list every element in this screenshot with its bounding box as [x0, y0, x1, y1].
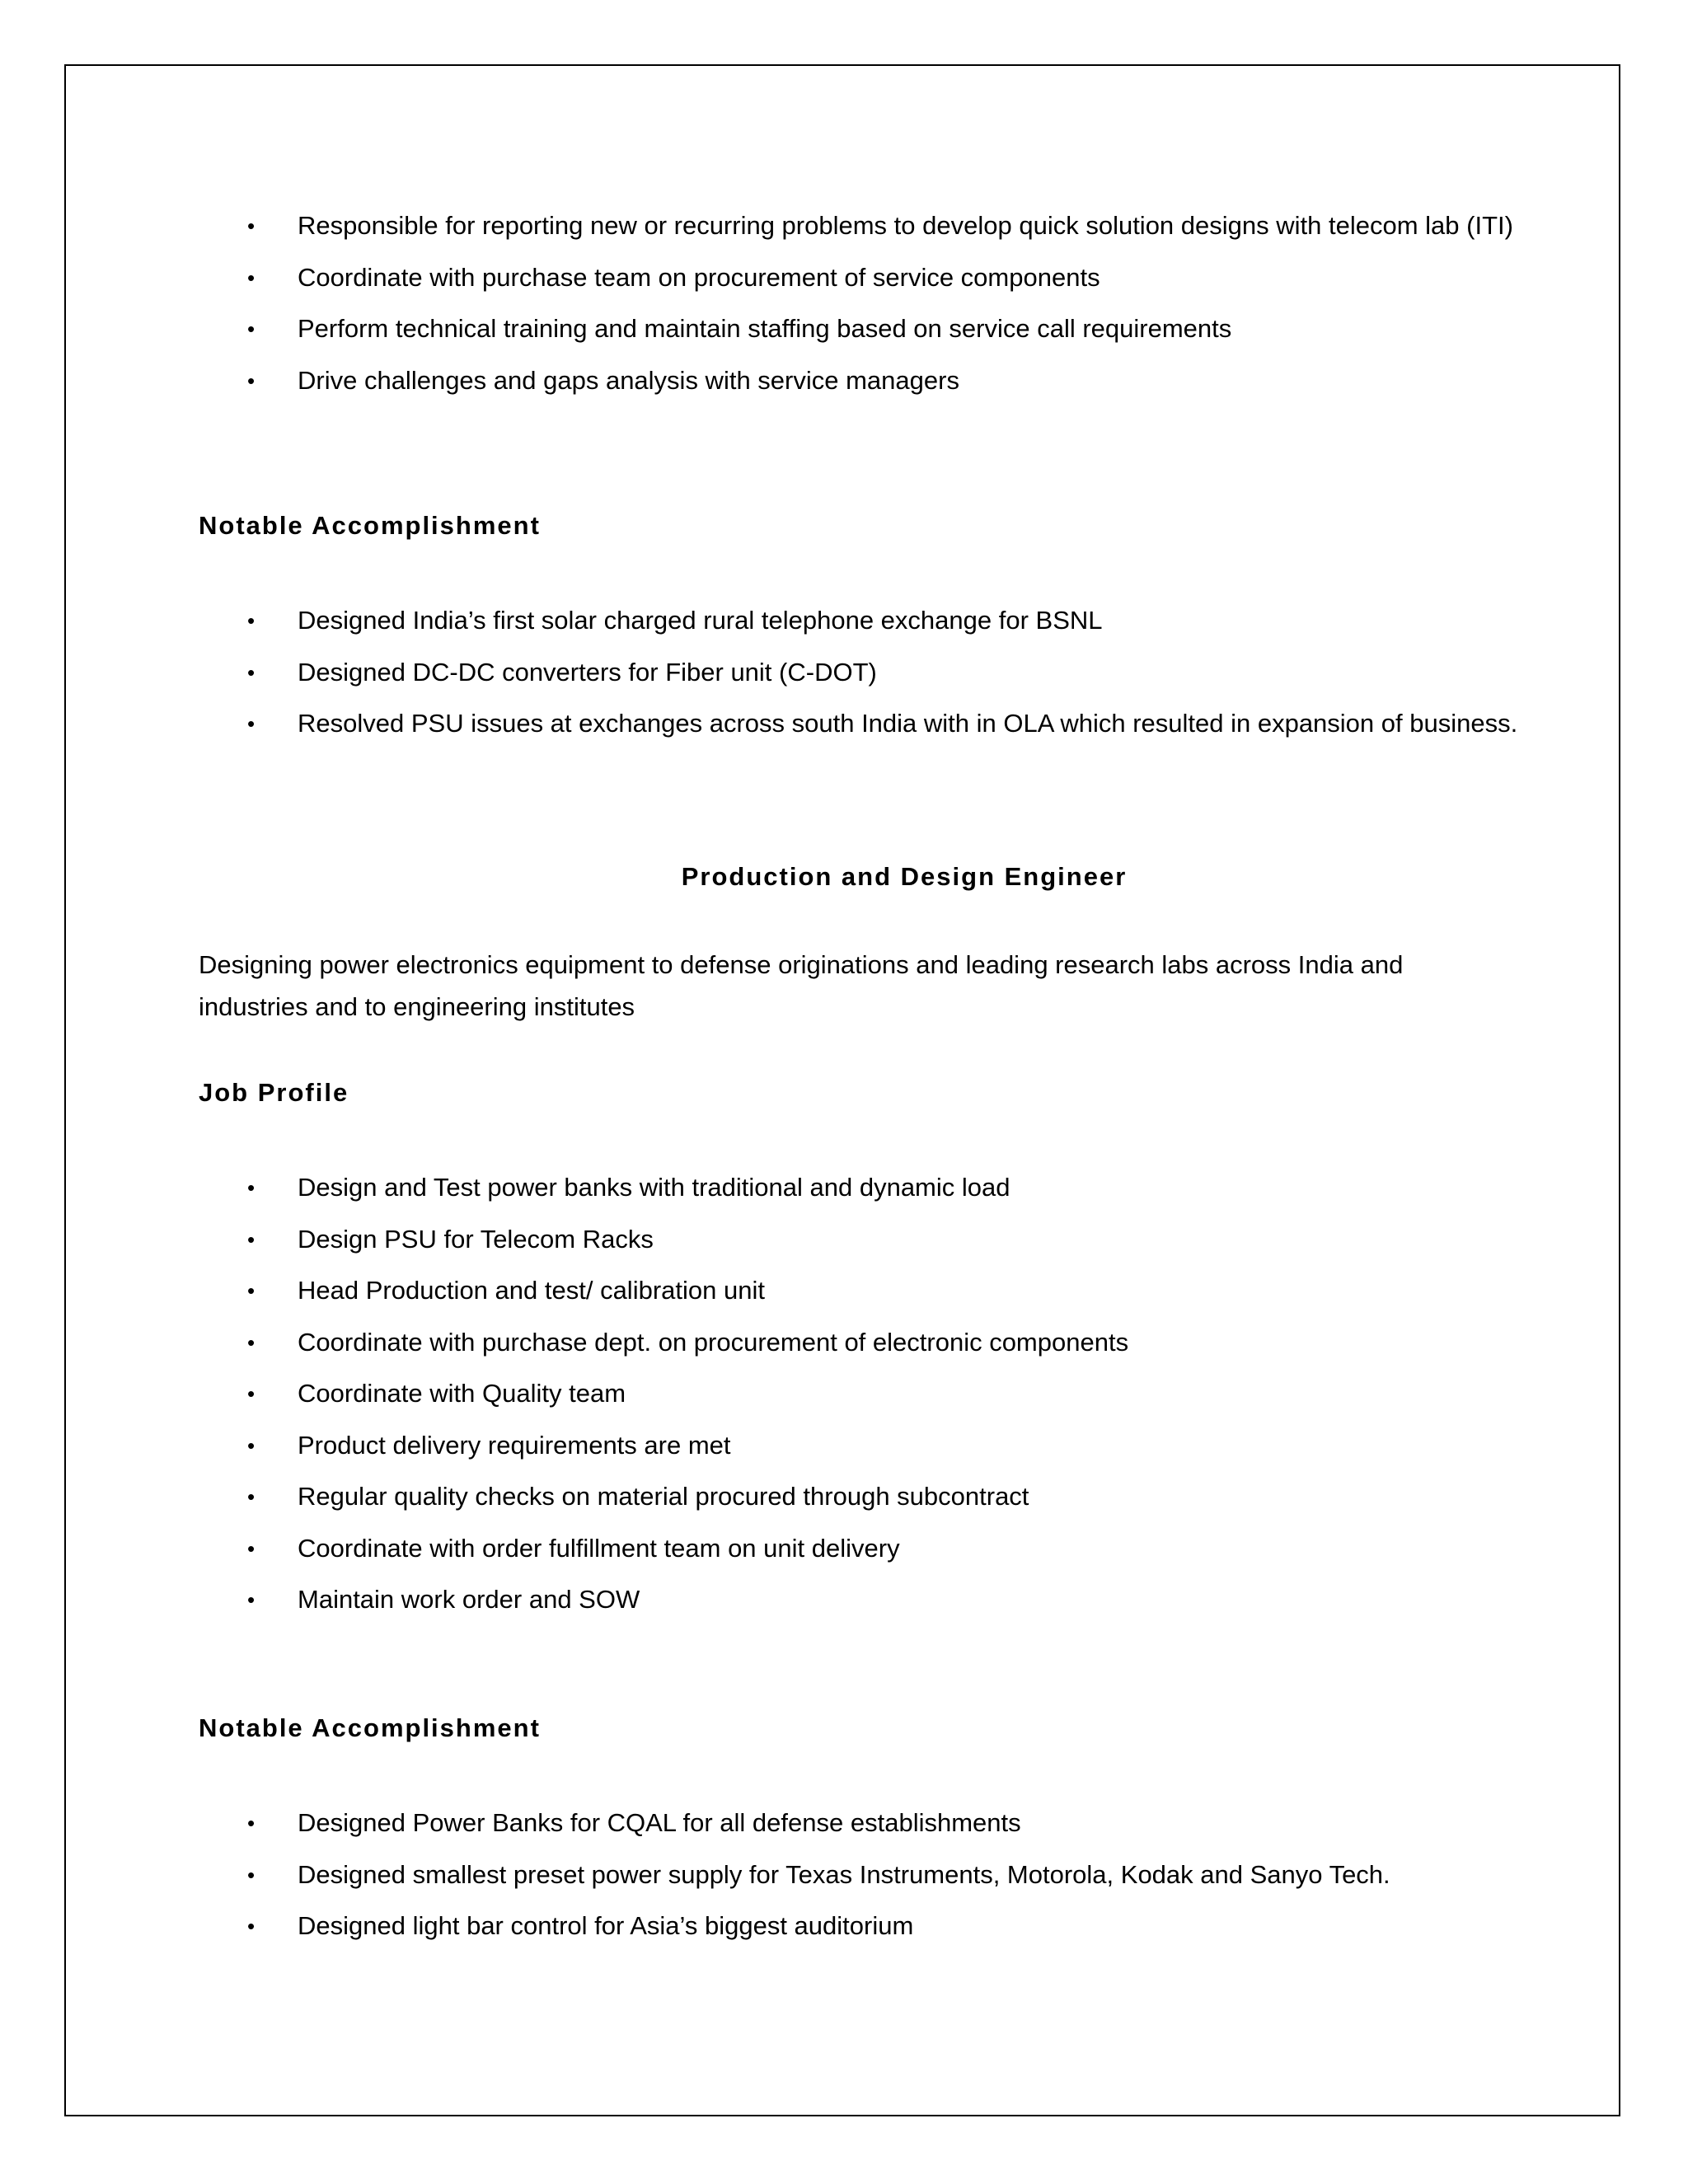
job-profile-heading: Job Profile	[199, 1078, 349, 1107]
role-title: Production and Design Engineer	[681, 862, 1128, 891]
bullet-icon: •	[247, 1811, 256, 1835]
bullet-icon: •	[247, 316, 256, 341]
accomplishment-heading: Notable Accomplishment	[199, 1713, 541, 1742]
bullet-icon: •	[247, 1484, 256, 1509]
bullet-icon: •	[247, 1535, 256, 1561]
bullet-icon: •	[247, 213, 256, 238]
bullet-icon: •	[247, 1278, 256, 1303]
bullet-icon: •	[247, 659, 256, 685]
bullet-icon: •	[247, 1175, 256, 1200]
bullet-icon: •	[247, 1329, 256, 1355]
bullet-icon: •	[247, 1432, 256, 1458]
bullet-icon: •	[247, 1381, 256, 1406]
accomplishment-heading: Notable Accomplishment	[199, 511, 541, 540]
bullet-icon: •	[247, 1587, 256, 1612]
role-description: Designing power electronics equipment to defense originations and leading research labs across India and industries and to engineering institutes	[199, 950, 1404, 1021]
bullet-icon: •	[247, 1226, 256, 1252]
bullet-icon: •	[247, 1914, 256, 1938]
bullet-icon: •	[247, 368, 256, 393]
bullet-icon: •	[247, 265, 256, 290]
bullet-icon: •	[247, 1862, 256, 1887]
bullet-icon: •	[247, 608, 256, 633]
bullet-icon: •	[247, 711, 256, 736]
